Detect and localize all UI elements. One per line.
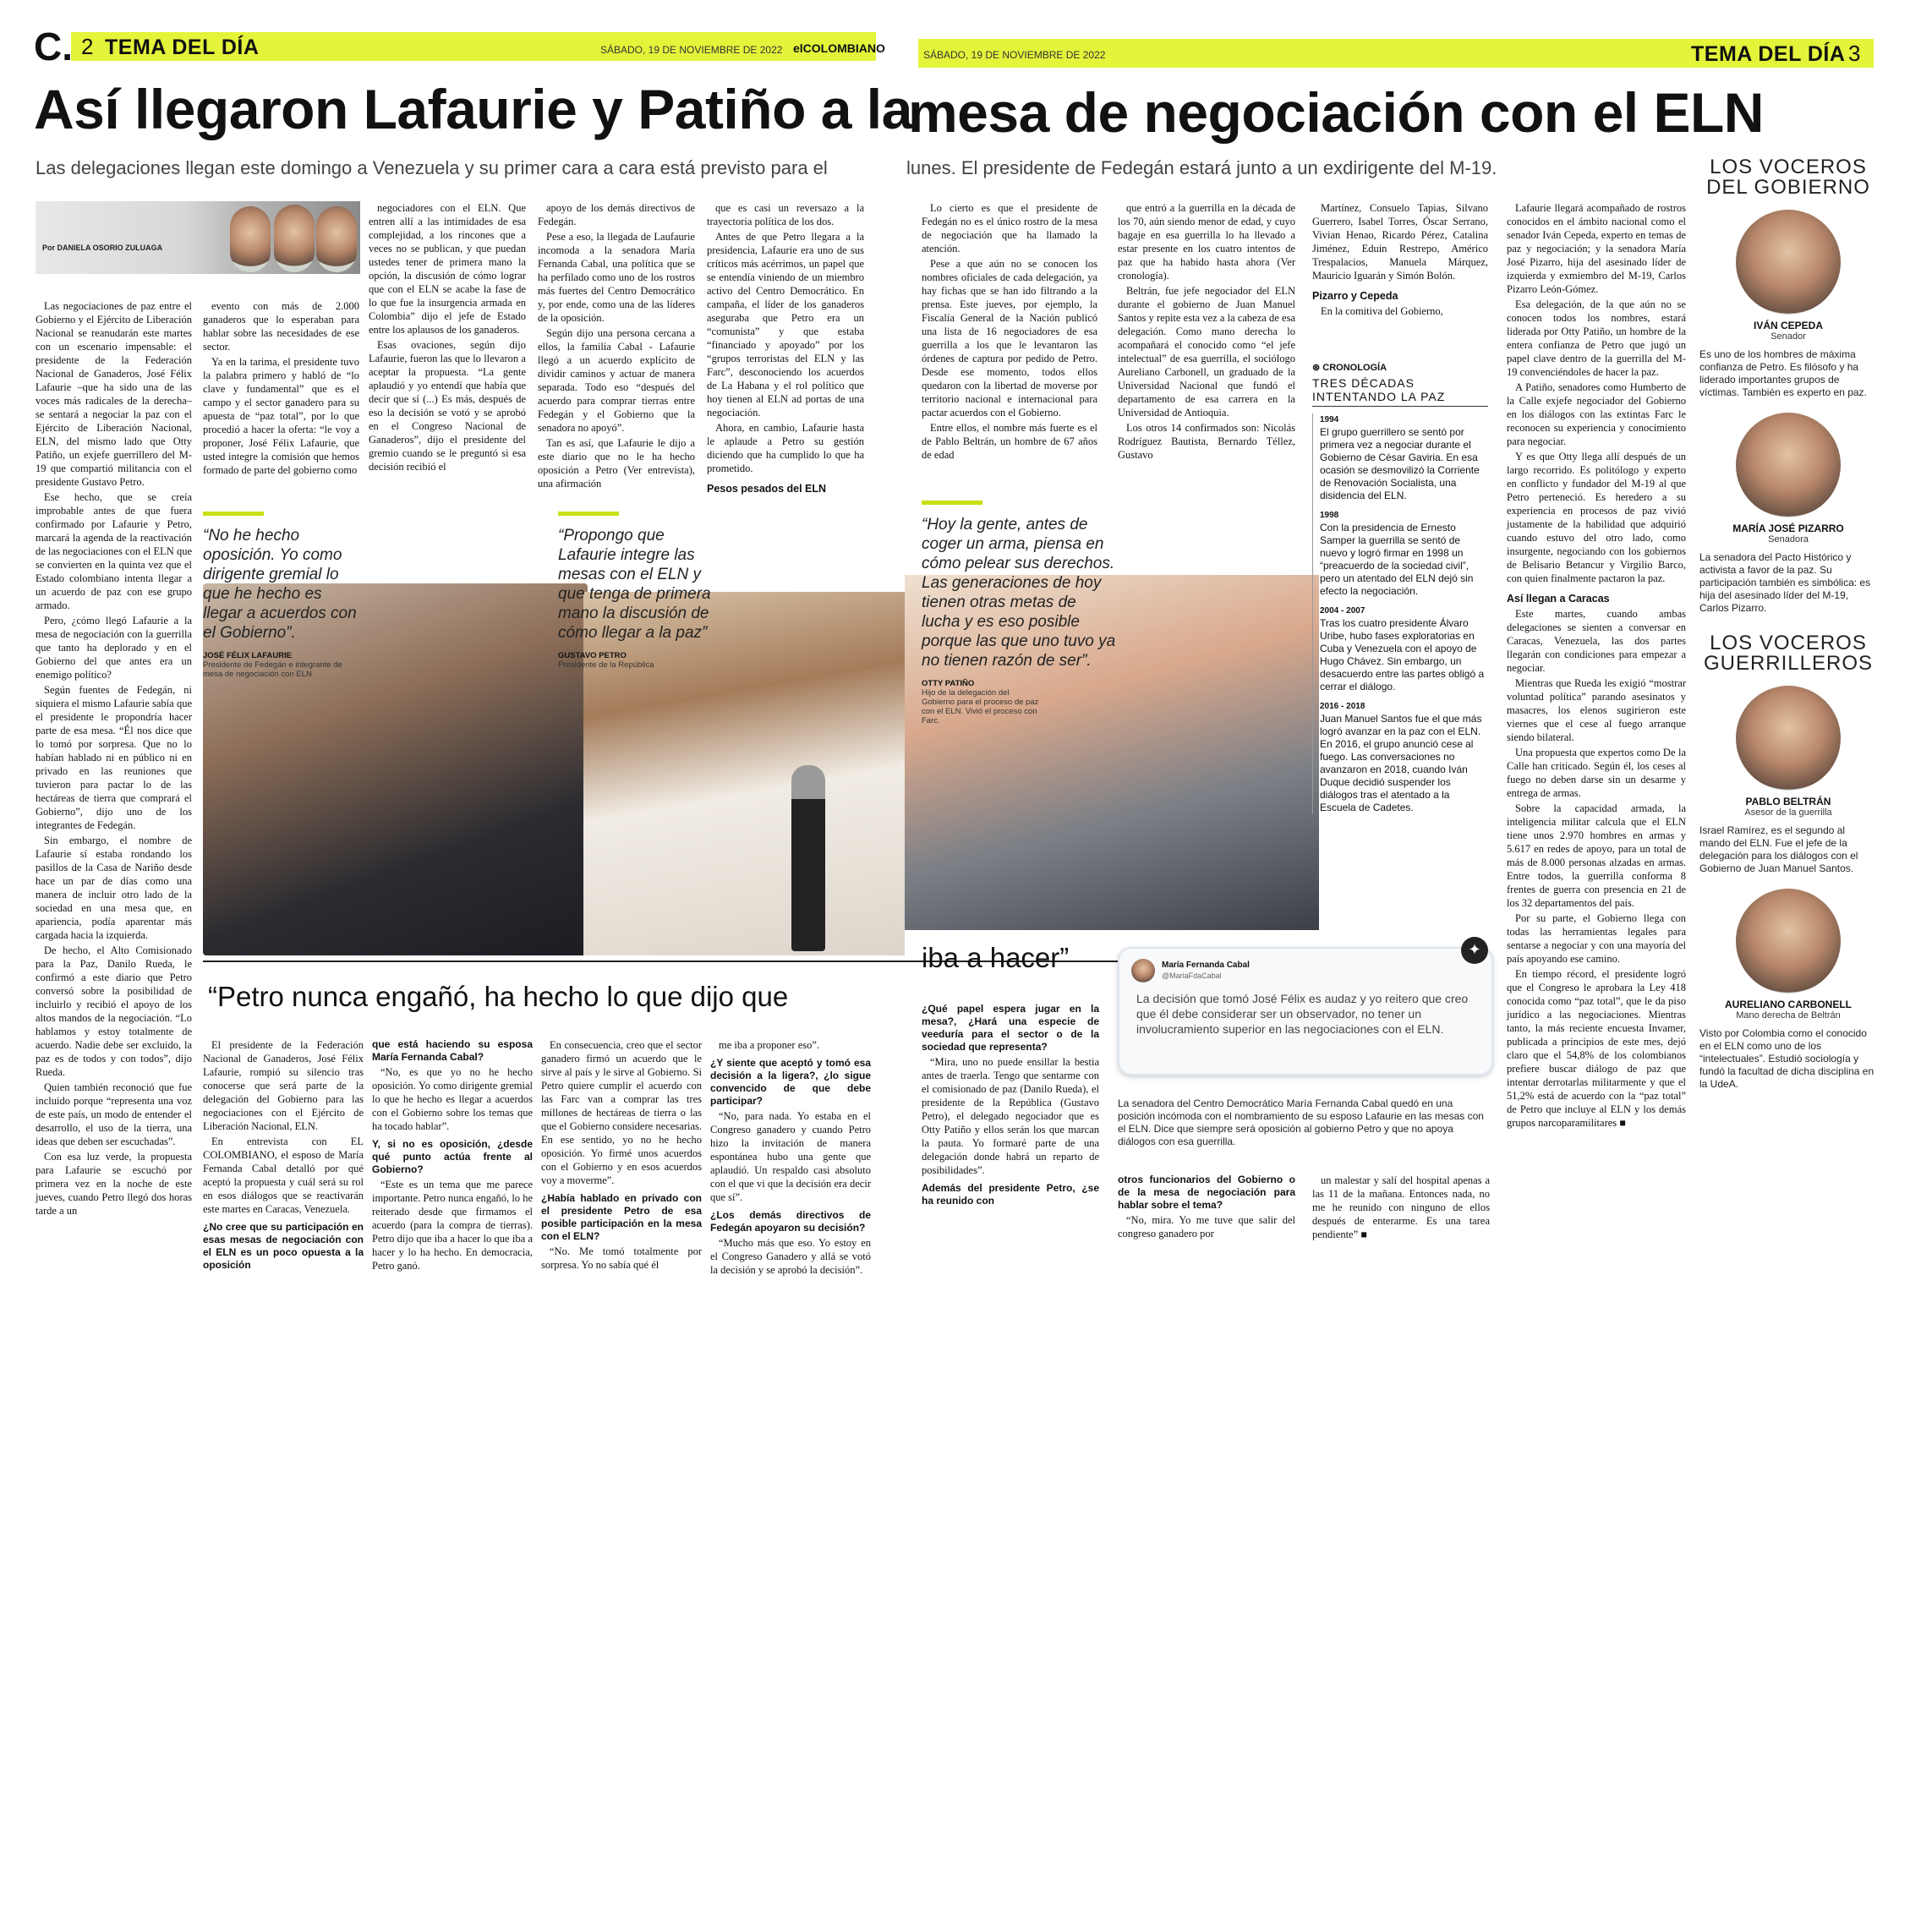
- section-title-left: TEMA DEL DÍA: [105, 36, 260, 59]
- chronology-text: Tras los cuatro presidente Álvaro Uribe, hubo fases exploratorias en Cuba y Venezuela con el apoyo de Hugo Chávez. Sin embargo, un desacuerdo entre las partes obligó a cerrar el diálogo.: [1320, 617, 1485, 692]
- quote-lafaurie: [203, 512, 364, 679]
- brand-name: elCOLOMBIANO: [793, 41, 885, 55]
- interview-question: ¿Había hablado en privado con el presidente Petro de esa posible participación en la mesa con el ELN?: [541, 1192, 702, 1242]
- chronology-list: [1312, 413, 1488, 814]
- interview-question: ¿No cree que su participación en esas mesas de negociación con el ELN es un poco opuesta a la oposición: [203, 1221, 364, 1271]
- voice-role: Mano derecha de Beltrán: [1736, 1010, 1841, 1021]
- avatar-aureliano-carbonell: [1736, 889, 1841, 993]
- tweet-avatar: [1131, 959, 1155, 982]
- page-number-right: 3: [1848, 41, 1861, 66]
- voice-name: AURELIANO CARBONELL: [1725, 999, 1852, 1010]
- voice-name: IVÁN CEPEDA: [1753, 320, 1823, 331]
- tweet-caption: La senadora del Centro Democrático María Fernanda Cabal quedó en una posición incómoda con el nombramiento de su esposo Lafaurie en las mesas con el ELN. Dice que siempre será oposición al gobierno Petro y que no apoya diálogos con esa guerrilla.: [1118, 1097, 1484, 1147]
- chronology-year: 2004 - 2007: [1320, 606, 1365, 616]
- clock-icon: ⊛: [1312, 363, 1323, 373]
- newspaper-logo: C.: [34, 25, 73, 68]
- chronology-year: 1998: [1320, 511, 1339, 520]
- chronology-text: Juan Manuel Santos fue el que más logró avanzar en la paz con el ELN. En 2016, el grupo anunció cese al fuego. Las conversaciones no avanzaron en 2018, cuando Iván Duque decidió suspender los diálogos tras el atentado a la Escuela de Cadetes.: [1320, 713, 1482, 813]
- interview-column-4: me iba a proponer eso”. ¿Y siente que aceptó y tomó esa decisión a la ligera?, ¿lo sigue convencido de que debe participar? “No, para nada. Yo estaba en el Congreso ganadero y cuando Petro hizo la invitación de manera espontánea hubo una gente que aplaudió. Un respaldo casi absoluto con el que vi que la decisión era decir que sí”. ¿Los demás directivos de Fedegán apoyaron su decisión? “Mucho más que eso. Yo estoy en el Congreso Ganadero y allá se votó la decisión y se aprobó la decisión”.: [710, 1039, 871, 1276]
- avatar-pablo-beltran: [1736, 686, 1841, 791]
- interview-question: ¿Qué papel espera jugar en la mesa?, ¿Hará una especie de veeduría para el sector o de la sociedad que representa?: [922, 1003, 1099, 1053]
- quote-author: GUSTAVO PETRO: [558, 651, 627, 660]
- article-column-9: Lafaurie llegará acompañado de rostros conocidos en el ámbito nacional como el senador Iván Cepeda, experto en temas de paz y negociación; y la senadora María José Pizarro, hija del asesinado líder de izquierda y exmiembro del M-19, Carlos Pizarro León-Gómez. Esa delegación, de la que aún no se conocen todos los nombres, estará liderada por Otty Patiño, un hombre de la entera confianza de Petro que jugó un papel clave dentro de la guerrilla del M-19 convenciéndoles de hacer la paz. A Patiño, senadores como Humberto de la Calle exjefe negociador del Gobierno en los diálogos con las extintas Farc le reconocen su experiencia y conocimiento para negociar. Y es que Otty llega allí después de un largo recorrido. Es politólogo y experto en conflicto y fundador del M-19 al que Petro perteneció. Es heredero a su experiencia en procesos de paz vivió justamente de la habilidad que adquirió cuando estuvo del otro lado, como insurgente, negociando con los gobiernos de Belisario Betancur y Virgilio Barco, con quien finalmente pactaron la paz. Así llegan a Caracas Este martes, cuando ambas delegaciones se sienten a conversar en Caracas, Venezuela, las dos partes llegarán con condiciones para empezar a negociar. Mientras que Rueda les exigió “mostrar voluntad política” parando asesinatos y masacres, los elenos sugirieron este viernes que el cese al fuego arranque siendo bilateral. Una propuesta que expertos como De la Calle han criticado. Según él, los ceses al fuego no deben darse sin un desarme y entrega de armas. Sobre la capacidad armada, la inteligencia militar calcula que el ELN tiene unos 2.970 hombres en armas y 5.617 en redes de apoyo, para un total de más de 8.000 personas alzadas en armas. Entre todos, la guerrilla conforma 8 frentes de guerra con presencia en 21 de los 32 departamentos del país. Por su parte, el Gobierno llega con todas las herramientas legales para sentarse a negociar y con una mayoría del país apoyando ese camino. En tiempo récord, el presidente logró que el Congreso le aprobara la Ley 418 conocida como “paz total”, que le da piso jurídico a las negociaciones. Mientras tanto, la más reciente encuesta Invamer, publicada a principios de este mes, dejó claro que el 54,8% de los colombianos prefiere buscar diálogo de paz que intentar derrotarlas militarmente y que el 51,2% está de acuerdo con la “paz total” de Petro que incluye al ELN y los demás grupos narcoparamilitares ■: [1507, 202, 1686, 1129]
- pull-quote-left: “Petro nunca engañó, ha hecho lo que dijo que: [208, 981, 789, 1012]
- article-column-7: que entró a la guerrilla en la década de los 70, aún siendo menor de edad, y cuyo bagaje en esa guerrilla lo ha llevado a estar presente en los cuatro intentos de paz que ha habido hasta ahora (Ver cronología). Beltrán, fue jefe negociador del ELN durante el gobierno de Juan Manuel Santos y repite esta vez a la cabeza de esa delegación. Como mano derecha lo acompañará el conocido como “el jefe intelectual” de esa guerrilla, el sociólogo Aureliano Carbonell, un graduado de la Universidad Nacional que fundó el departamento de esa carrera en la Universidad de Antioquia. Los otros 14 confirmados son: Nicolás Rodríguez Bautista, Bernardo Téllez, Gustavo: [1118, 202, 1295, 461]
- interview-question: que está haciendo su esposa María Fernanda Cabal?: [372, 1038, 533, 1063]
- headline-left: Así llegaron Lafaurie y Patiño a la: [34, 78, 912, 140]
- byline-box: [36, 201, 360, 274]
- article-column-4: apoyo de los demás directivos de Fedegán. Pese a eso, la llegada de Laufaurie incomoda a la senadora María Fernanda Cabal, una política que se ha perfilado como uno de los rostros más fuertes del Centro Democrático y, por ende, como una de las líderes de la oposición. Según dijo una persona cercana a ellos, la familia Cabal - Lafaurie llegó a un acuerdo explícito de dividir caminos y actuar de manera separada. Todo eso “después del acuerdo para comprar tierras entre Fedegán y el Gobierno que la senadora no apoyó”. Tan es así, que Lafaurie le dijo a este diario que no le ha hecho oposición a Petro (Ver entrevista), una afirmación: [538, 202, 695, 490]
- interview-column-2: que está haciendo su esposa María Fernanda Cabal? “No, es que yo no he hecho oposición. Yo como dirigente gremial lo que he hecho es llegar a acuerdos con el Gobierno sobre los temas que ha tocado hablar”. Y, si no es oposición, ¿desde qué punto actúa frente al Gobierno? “Este es un tema que me parece importante. Petro nunca engañó, lo he reiterado desde que firmamos el acuerdo (para la compra de tierras). Petro dijo que iba a hacer lo que iba a hacer y lo ha hecho. En democracia, Petro ganó.: [372, 1038, 533, 1272]
- interview-column-6: otros funcionarios del Gobierno o de la mesa de negociación para hablar sobre el tema? “No, mira. Yo me tuve que salir del congreso ganadero por: [1118, 1174, 1295, 1240]
- quote-author-role: Presidente de Fedegán e integrante de mesa de negociación con ELN: [203, 660, 342, 679]
- chronology-year: 2016 - 2018: [1320, 702, 1365, 711]
- avatar-ivan-cepeda: [1736, 210, 1841, 315]
- subheading: Pizarro y Cepeda: [1312, 290, 1398, 302]
- chronology-text: El grupo guerrillero se sentó por primera vez a negociar durante el Gobierno de César Gaviria. En esa ocasión se desmovilizó la Corriente de Renovación Socialista, una disidencia del ELN.: [1320, 426, 1480, 501]
- article-column-2: evento con más de 2.000 ganaderos que lo esperaban para hablar sobre las necesidades de ese sector. Ya en la tarima, el presidente tuvo la palabra primero y habló de “lo clave y fundamental” que es el campo y el sector ganadero para su apuesta de “paz total”, por lo que procedió a hacer la oferta: “le voy a proponer, José Félix Lafaurie, que usted integre la comisión que hemos formado de parte del gobierno como: [203, 300, 359, 476]
- article-column-1: Las negociaciones de paz entre el Gobierno y el Ejército de Liberación Nacional se reanudarán este martes con un escenario impensable: el presidente de la Federación Nacional de Ganaderos, José Félix Lafaurie –que ha sido una de las voces más radicales de la derecha– se sentará a negociar la paz con el Ejército de Liberación Nacional, ELN, del mismo lado que Otty Patiño, un exjefe guerrillero del M-19 que compartió militancia con el presidente Gustavo Petro. Ese hecho, que se creía improbable antes de que fuera confirmado por Lafaurie y Petro, marcará la agenda de la reactivación de las negociaciones con el ELN que se convierten en la quinta vez que el Estado colombiano intenta llegar a un acuerdo de paz con ese grupo armado. Pero, ¿cómo llegó Lafaurie a la mesa de negociación con la guerrilla que tanto ha deplorado y en el Gobierno del que antes era un enemigo político? Según fuentes de Fedegán, ni siquiera el mismo Lafaurie sabía que el presidente le propondría hacer parte de esa mesa. “Él nos dice que lo tomó por sorpresa. Que no lo habían hablado ni en público ni en privado en las reuniones que tuvieron para pactar lo de las hectáreas de tierra que comprará el Gobierno”, dijo uno de los integrantes de Fedegán. Sin embargo, el nombre de Lafaurie sí estaba rondando los pasillos de la Casa de Nariño desde hace un par de días como una manera de incluir otro lado de la sociedad en una mesa que, en apariencia, podía aparentar más cargada hacia la izquierda. De hecho, el Alto Comisionado para la Paz, Danilo Rueda, le confirmó a este diario que Petro conversó sobre la posibilidad de incluirlo y recibió el apoyo de los altos mandos de la negociación. “Lo hablamos y estoy totalmente de acuerdo. Nadie debe ser excluido, la paz es de todos y con todos”, dijo Rueda. Quien también reconoció que fue incluido porque “representa una voz de este país, un modo de entender el desarrollo, el uso de la tierra, una ideas que deben ser escuchadas”. Con esa luz verde, la propuesta para Lafaurie se escuchó por primera vez en la noche de este jueves, cuando Petro llegó dos horas tarde a un: [36, 300, 192, 1217]
- interview-question: ¿Los demás directivos de Fedegán apoyaron su decisión?: [710, 1209, 871, 1234]
- subheading: Pesos pesados del ELN: [707, 483, 827, 495]
- tweet-text: La decisión que tomó José Félix es audaz y yo reitero que creo que él debe considerar ser un observador, no tener un involucramiento superior en las negociaciones con el ELN.: [1136, 992, 1469, 1036]
- voice-text: Es uno de los hombres de máxima confianza de Petro. Es filósofo y ha liderado importantes grupos de víctimas. También es experto en paz.: [1699, 348, 1867, 398]
- quote-author-role: Hijo de la delegación del Gobierno para el proceso de paz con el ELN. Vivió el proceso con Farc.: [922, 688, 1039, 725]
- author-photo: [316, 206, 357, 272]
- voice-name: PABLO BELTRÁN: [1745, 796, 1831, 807]
- voices-sidebar: [1699, 157, 1877, 1091]
- article-column-3: negociadores con el ELN. Que entren allí a las intimidades de esa complejidad, a los rincones que a veces no se publican, y que puedan ustedes tener de primera mano la opción, la discusión de cómo lograr que con el ELN se acabe la fase de lo que fue la insurgencia armada en Colombia” dijo el jefe de Estado entre los aplausos de los ganaderos. Esas ovaciones, según dijo Lafaurie, fueron las que lo llevaron a aceptar la propuesta. “La gente aplaudió y yo entendí que había que decir que sí (...) Es más, después de eso la decisión se votó y se aprobó en el Congreso Nacional de Ganaderos”, dijo el presidente del gremio cuando se le preguntó si esa decisión recibió el: [369, 202, 526, 473]
- tweet-author-name: María Fernanda Cabal: [1162, 961, 1250, 970]
- author-photo: [230, 206, 271, 272]
- quote-rule: [558, 512, 619, 516]
- voices-guer-title: LOS VOCEROS GUERRILLEROS: [1703, 632, 1874, 675]
- interview-column-5: ¿Qué papel espera jugar en la mesa?, ¿Hará una especie de veeduría para el sector o de la sociedad que representa? “Mira, uno no puede ensillar la bestia antes de traerla. Tengo que sentarme con el comisionado de paz (Danilo Rueda), el presidente de la República (Gustavo Petro), el delegado negociador que es Otty Patiño y ellos serán los que marcan la pauta. Yo formaré parte de una delegación donde habrá un reparto de posibilidades”. Además del presidente Petro, ¿se ha reunido con: [922, 1003, 1099, 1207]
- voice-text: La senadora del Pacto Histórico y activista a favor de la paz. Su participación también es simbólica: es hija del asesinado líder del M-19, Carlos Pizarro.: [1699, 551, 1871, 614]
- avatar-maria-jose-pizarro: [1736, 413, 1841, 517]
- interview-question: Y, si no es oposición, ¿desde qué punto actúa frente al Gobierno?: [372, 1138, 533, 1175]
- voice-name: MARÍA JOSÉ PIZARRO: [1732, 523, 1844, 534]
- section-title-right: TEMA DEL DÍA: [1691, 42, 1846, 66]
- quote-patino: [922, 501, 1116, 725]
- deck-left: Las delegaciones llegan este domingo a Venezuela y su primer cara a cara está previsto para el: [36, 157, 828, 178]
- tweet-card: [1118, 947, 1493, 1075]
- headline-right: mesa de negociación con el ELN: [908, 81, 1764, 144]
- quote-rule: [203, 512, 264, 516]
- author-photo: [274, 205, 315, 272]
- quote-text: “Hoy la gente, antes de coger un arma, piensa en cómo pelear sus derechos. Las generaciones de hoy tienen otras metas de lucha y es eso posible porque las que uno tuvo ya no tienen razón de ser”.: [922, 516, 1116, 670]
- quote-petro: [558, 512, 719, 670]
- voices-gov-title: LOS VOCEROS DEL GOBIERNO: [1706, 156, 1870, 199]
- tweet-author-handle: @MariaFdaCabal: [1162, 971, 1222, 980]
- quote-author: JOSÉ FÉLIX LAFAURIE: [203, 651, 293, 660]
- interview-question: otros funcionarios del Gobierno o de la mesa de negociación para hablar sobre el tema?: [1118, 1174, 1295, 1211]
- dateline-right: SÁBADO, 19 DE NOVIEMBRE DE 2022: [923, 49, 1106, 61]
- article-column-8: Martínez, Consuelo Tapias, Silvano Guerrero, Isabel Torres, Óscar Serrano, Vivian Henao, Ricardo Pérez, Catalina Jiménez, Eduin Restrepo, Américo Trespalacios, Manuela Márquez, Mauricio Iguarán y Simón Bolón. Pizarro y Cepeda En la comitiva del Gobierno,: [1312, 202, 1488, 317]
- quote-rule: [922, 501, 982, 505]
- interview-column-3: En consecuencia, creo que el sector ganadero firmó un acuerdo que le sirve al país y le sirve al Gobierno. Si Petro quiere cumplir el acuerdo con las Farc van a comprar las tres millones de hectáreas de tierra o las que el Gobierno considere necesarias. En ese sentido, yo no he hecho oposición. Yo firmé unos acuerdos con el Gobierno y en esos acuerdos voy a moverme”. ¿Había hablado en privado con el presidente Petro de esa posible participación en la mesa con el ELN? “No. Me tomó totalmente por sorpresa. Yo no sabía qué él: [541, 1039, 702, 1271]
- chronology-text: Con la presidencia de Ernesto Samper la guerrilla se sentó de nuevo y logró firmar en 1998 un “preacuerdo de la sociedad civil”, pero un atentado del ELN dejó sin efecto la negociación.: [1320, 522, 1474, 597]
- voice-text: Visto por Colombia como el conocido en el ELN como uno de los “intelectuales”. Estudió sociología y fundó la facultad de dicha disciplina en la UdeA.: [1699, 1027, 1874, 1090]
- microphone-icon: [791, 765, 825, 951]
- interview-column-1: El presidente de la Federación Nacional de Ganaderos, José Félix Lafaurie, rompió su silencio tras conocerse que será parte de la delegación del Gobierno para las negociaciones con el Ejército de Liberación Nacional, ELN. En entrevista con EL COLOMBIANO, el esposo de María Fernanda Cabal detalló por qué aceptó la propuesta y cuál será su rol en esos diálogos que se reactivarán este martes en Caracas, Venezuela. ¿No cree que su participación en esas mesas de negociación con el ELN es un poco opuesta a la oposición: [203, 1039, 364, 1271]
- article-column-5: que es casi un reversazo a la trayectoria política de los dos. Antes de que Petro llegara a la presidencia, Lafaurie era uno de sus críticos más acérrimos, un papel que se entendía viniendo de un miembro activo del Centro Democrático. En campaña, el líder de los ganaderos aseguraba que Petro era un “comunista” y que estaba “financiado y apoyado” por los “grupos terroristas del ELN y las Farc”, desconociendo los acuerdos de La Habana y el rol político que hoy tienen al ELN ad portas de una negociación. Ahora, en cambio, Lafaurie hasta le aplaude a Petro su gestión diciendo que ha cumplido lo que ha prometido. Pesos pesados del ELN: [707, 202, 864, 495]
- quote-author-role: Presidente de la República: [558, 660, 654, 670]
- voice-role: Senador: [1770, 331, 1806, 342]
- subheading: Así llegan a Caracas: [1507, 593, 1610, 605]
- voice-role: Senadora: [1768, 534, 1809, 545]
- chronology-year: 1994: [1320, 415, 1339, 424]
- twitter-icon: ✦: [1461, 937, 1488, 964]
- article-column-6: Lo cierto es que el presidente de Fedegán no es el único rostro de la mesa de negociación que ha llamado la atención. Pese a que aún no se conocen los nombres oficiales de cada delegación, ya hay fichas que se han ido filtrando a la prensa. Este jueves, por ejemplo, la Fiscalía General de la Nación publicó una lista de 16 negociadores de esa guerrilla a los que le levantaron las órdenes de captura por pedido de Petro. Desde ese momento, todos ellos quedaron con la libertad de moverse por territorio nacional e internacional para pactar acuerdos con el Gobierno. Entre ellos, el nombre más fuerte es el de Pablo Beltrán, un hombre de 67 años de edad: [922, 202, 1097, 461]
- voice-role: Asesor de la guerrilla: [1744, 807, 1832, 818]
- deck-right: lunes. El presidente de Fedegán estará junto a un exdirigente del M-19.: [906, 157, 1497, 178]
- dateline-left: SÁBADO, 19 DE NOVIEMBRE DE 2022: [600, 44, 783, 56]
- interview-question: ¿Y siente que aceptó y tomó esa decisión a la ligera?, ¿lo sigue convencido de que debe participar?: [710, 1057, 871, 1107]
- chronology-subtitle: TRES DÉCADAS INTENTANDO LA PAZ: [1312, 376, 1488, 407]
- chronology-title: ⊛ CRONOLOGÍA: [1312, 363, 1387, 373]
- interview-column-7: un malestar y salí del hospital apenas a las 11 de la mañana. Entonces nada, no me he reunido con ninguno de ellos después de enterarme. Es una tarea pendiente” ■: [1312, 1174, 1490, 1240]
- quote-text: “Propongo que Lafaurie integre las mesas con el ELN y que tenga de primera mano la discusión de cómo llegar a la paz”: [558, 527, 711, 642]
- byline: Por DANIELA OSORIO ZULUAGA: [42, 244, 163, 252]
- quote-text: “No he hecho oposición. Yo como dirigente gremial lo que he hecho es llegar a acuerdos con el Gobierno”.: [203, 527, 357, 642]
- voice-text: Israel Ramírez, es el segundo al mando del ELN. Fue el jefe de la delegación para los diálogos con el Gobierno de Juan Manuel Santos.: [1699, 824, 1858, 874]
- interview-question: Además del presidente Petro, ¿se ha reunido con: [922, 1182, 1099, 1207]
- chronology-box: [1312, 362, 1488, 814]
- quote-author: OTTY PATIÑO: [922, 679, 975, 688]
- page-number-left: 2: [81, 34, 94, 59]
- pull-quote-right: iba a hacer”: [922, 942, 1070, 973]
